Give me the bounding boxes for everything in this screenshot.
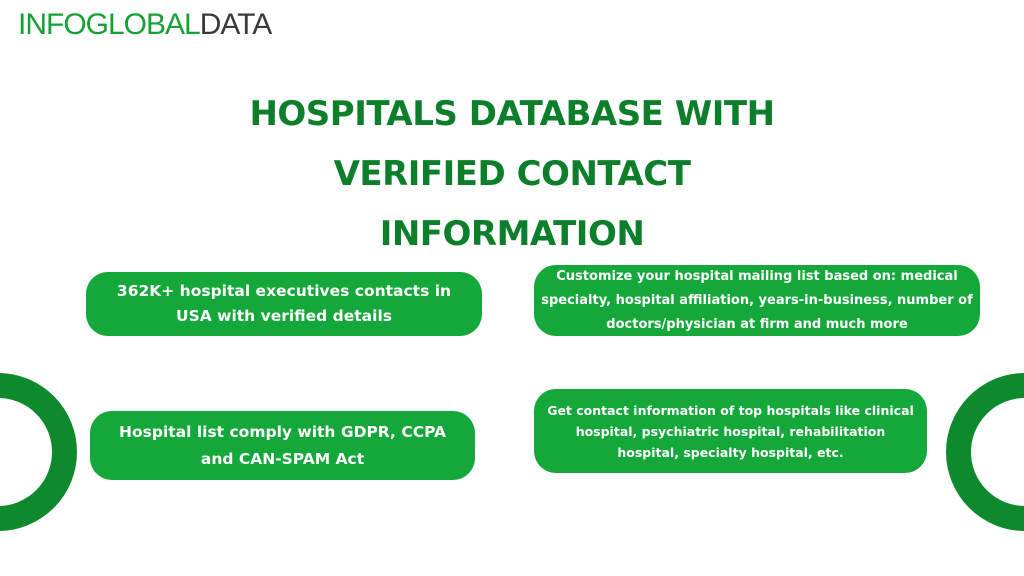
feature-card-compliance [90,411,475,480]
feature-card-hospital-types [534,389,927,473]
feature-text-contacts: 362K+ hospital executives contacts in USA with verified details [116,282,452,325]
feature-card-customize [534,265,980,336]
page-title [212,84,812,264]
feature-card-contacts [86,272,482,336]
decorative-ring-left [0,373,77,531]
logo-text-data: DATA [199,8,272,41]
decorative-ring-right [946,373,1024,531]
feature-text-compliance: Hospital list comply with GDPR, CCPA and CAN-SPAM Act [119,422,446,468]
feature-text-hospital-types: Get contact information of top hospitals like clinical hospital, psychiatric hospital, rehabilitation hospital, specialty hospital, etc. [547,402,914,460]
title-line-1: HOSPITALS DATABASE WITH [249,94,775,134]
title-line-2: VERIFIED CONTACT [333,154,691,194]
feature-text-customize: Customize your hospital mailing list based on: medical specialty, hospital affiliation, years-in-business, number of doctors/physician at firm and much more [541,268,973,332]
title-line-3: INFORMATION [379,214,645,254]
infoglobaldata-logo [18,8,271,42]
logo-text-infoglobal: INFOGLOBAL [18,8,200,41]
